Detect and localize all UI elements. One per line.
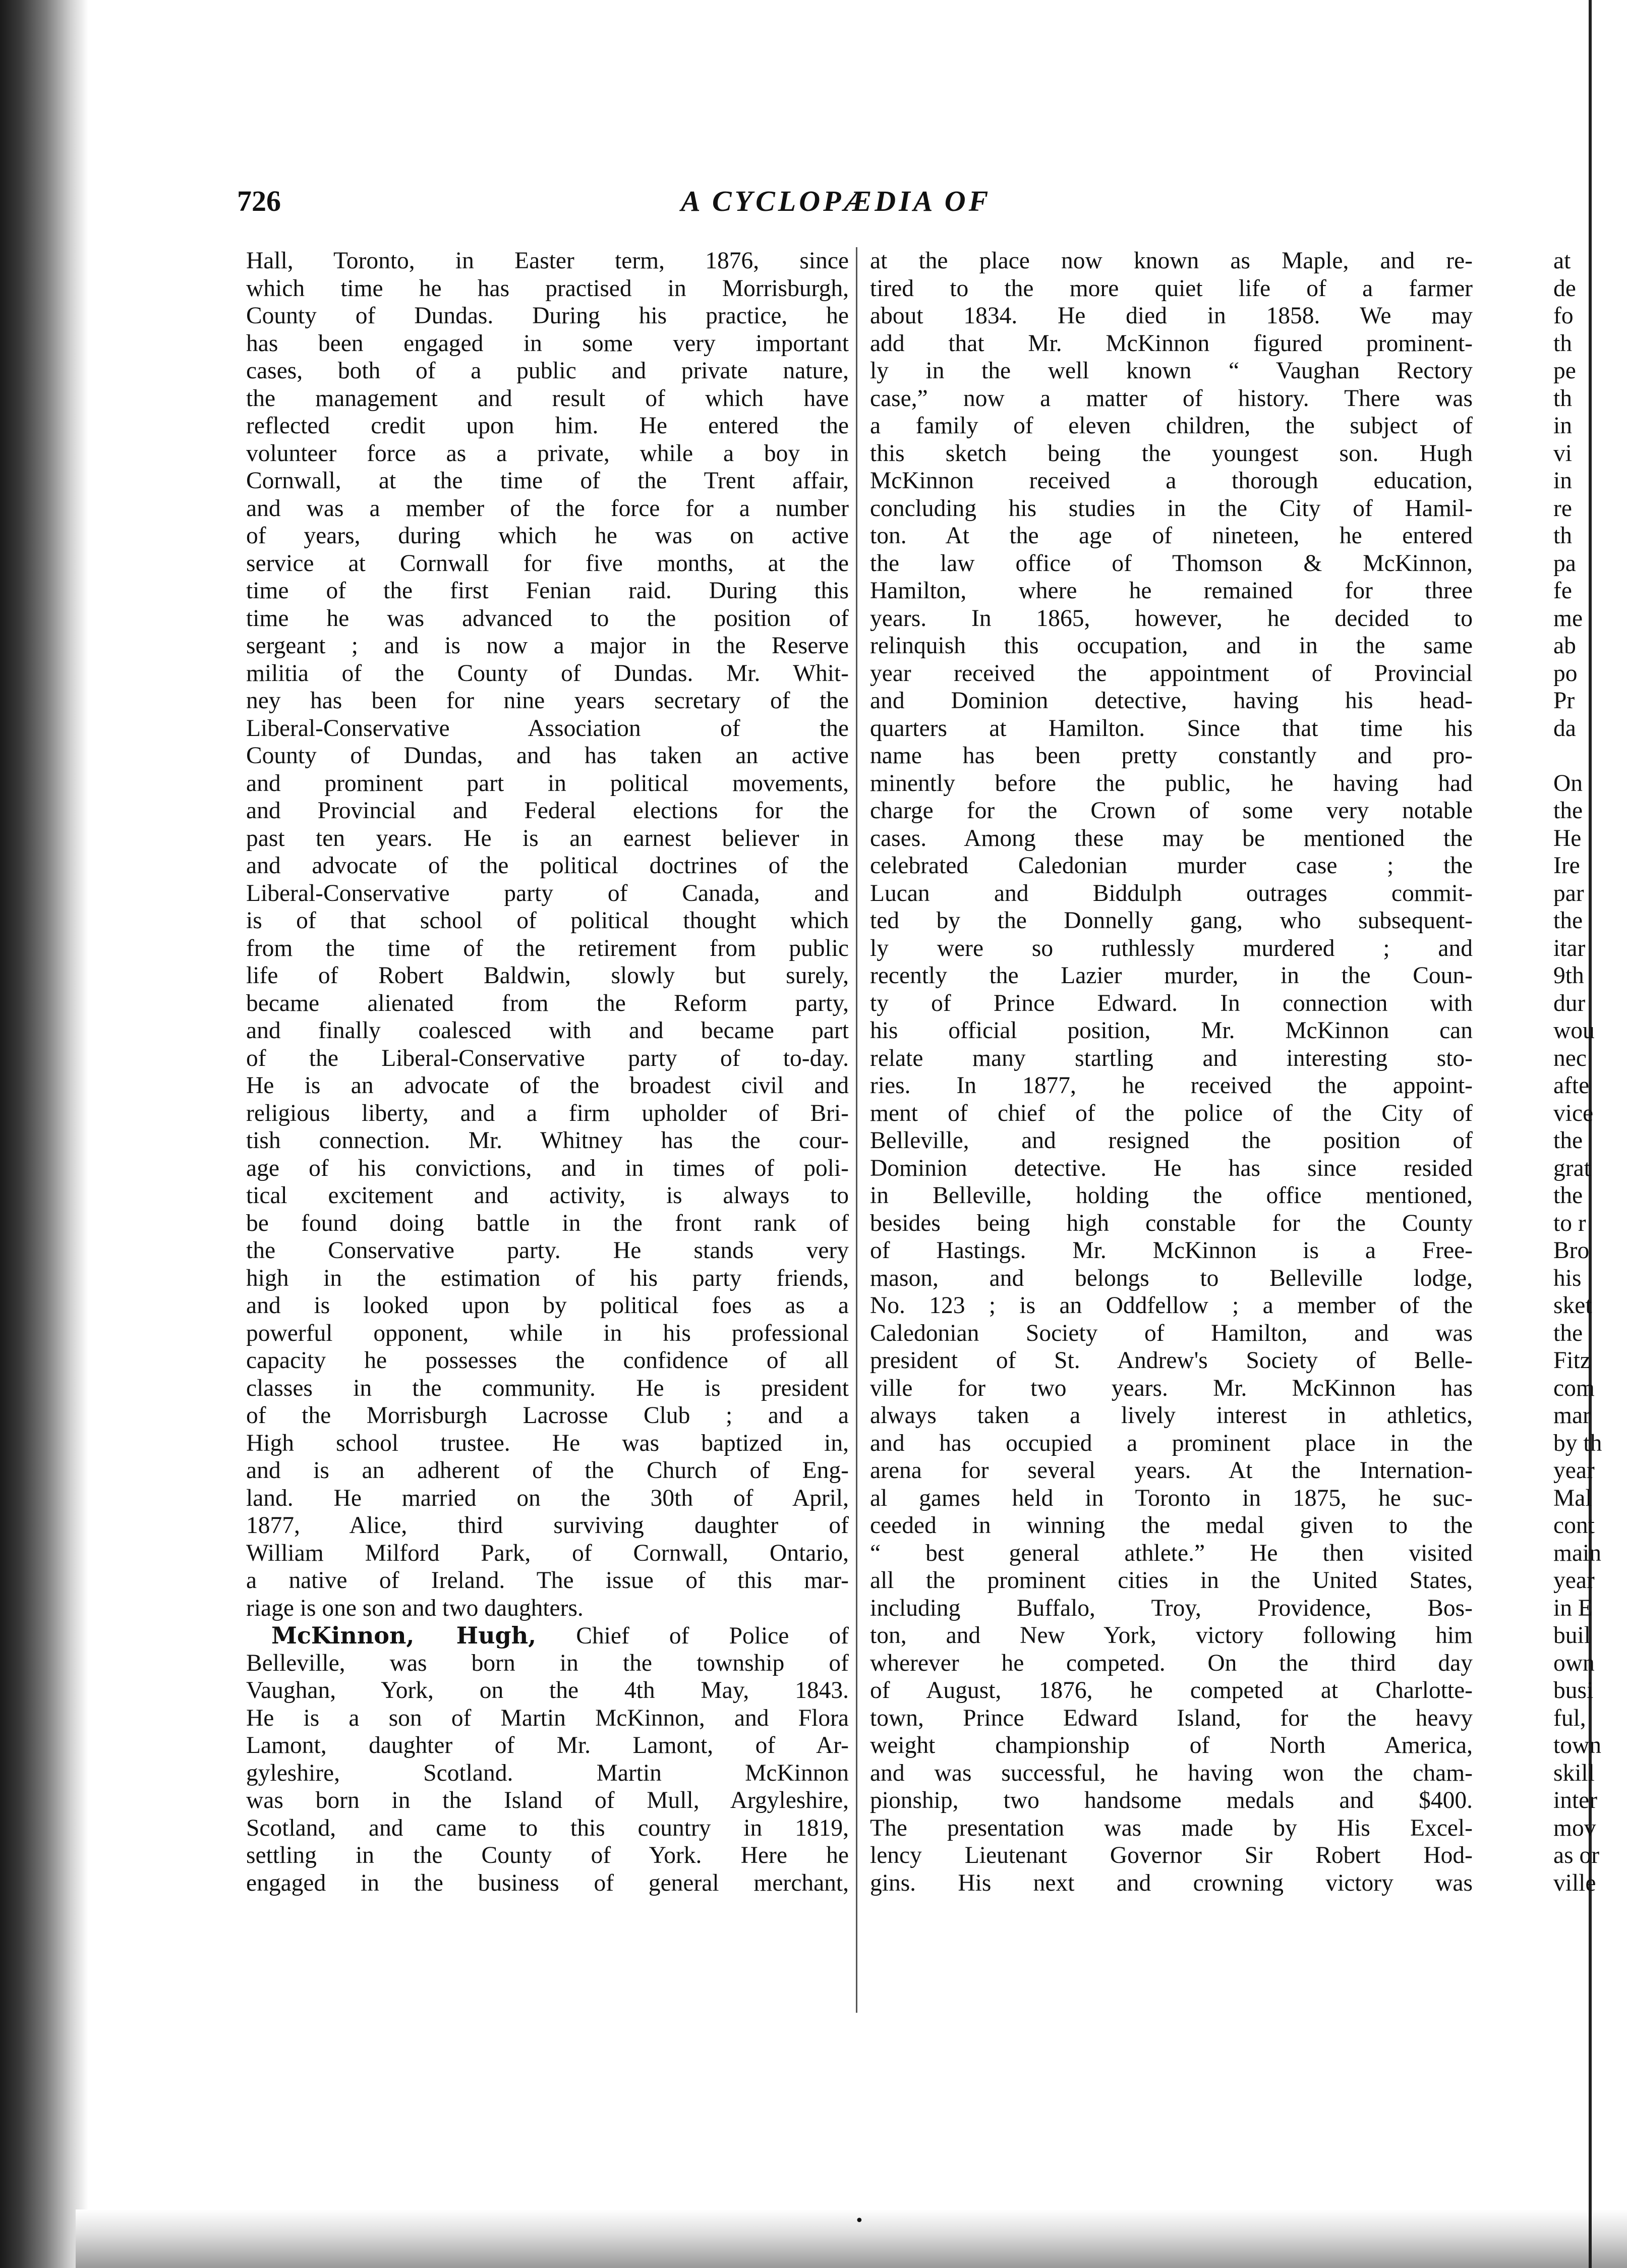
- text-line: was born in the Island of Mull, Argyleshire,: [246, 1787, 849, 1813]
- cut-text-fragment: itar: [1553, 935, 1586, 961]
- text-line: Scotland, and came to this country in 1819,: [246, 1815, 849, 1841]
- entry-heading-line: [246, 1622, 849, 1650]
- text-line: McKinnon received a thorough education,: [870, 468, 1473, 494]
- scan-bottom-shadow: [76, 2209, 1627, 2268]
- text-line: a native of Ireland. The issue of this mar-: [246, 1567, 849, 1594]
- text-line: Belleville, was born in the township of: [246, 1650, 849, 1676]
- text-line: volunteer force as a private, while a boy in: [246, 440, 849, 467]
- text-line: tish connection. Mr. Whitney has the cour-: [246, 1127, 849, 1154]
- text-line: He is a son of Martin McKinnon, and Flora: [246, 1705, 849, 1731]
- column-divider: [856, 247, 857, 2013]
- text-line: Caledonian Society of Hamilton, and was: [870, 1320, 1473, 1346]
- cut-text-fragment: dur: [1553, 990, 1586, 1016]
- text-line: the management and result of which have: [246, 385, 849, 412]
- cut-text-fragment: po: [1553, 660, 1578, 687]
- text-line: Hall, Toronto, in Easter term, 1876, since: [246, 248, 849, 274]
- text-line: town, Prince Edward Island, for the heavy: [870, 1705, 1473, 1731]
- text-line: and prominent part in political movements,: [246, 770, 849, 797]
- text-line: relate many startling and interesting sto-: [870, 1045, 1473, 1071]
- text-line: at the place now known as Maple, and re-: [870, 248, 1473, 274]
- text-line: relinquish this occupation, and in the same: [870, 633, 1473, 659]
- cut-text-fragment: [1553, 742, 1627, 770]
- cut-text-fragment: th: [1553, 523, 1572, 549]
- cut-text-fragment: buil: [1553, 1622, 1591, 1649]
- cut-text-fragment: year: [1553, 1567, 1595, 1594]
- text-line: Hamilton, where he remained for three: [870, 578, 1473, 604]
- cut-text-fragment: re: [1553, 495, 1572, 522]
- cut-text-fragment: cont: [1553, 1512, 1595, 1539]
- cut-text-fragment: Bro: [1553, 1237, 1590, 1264]
- text-line: of August, 1876, he competed at Charlotte-: [870, 1677, 1473, 1704]
- text-line: of the Morrisburgh Lacrosse Club ; and a: [246, 1402, 849, 1429]
- cut-text-fragment: wou: [1553, 1017, 1595, 1044]
- text-line: is of that school of political thought which: [246, 908, 849, 934]
- text-line: service at Cornwall for five months, at the: [246, 550, 849, 577]
- text-line: time of the first Fenian raid. During this: [246, 578, 849, 604]
- text-line: militia of the County of Dundas. Mr. Whit-: [246, 660, 849, 687]
- cut-text-fragment: th: [1553, 385, 1572, 412]
- text-line: and was a member of the force for a number: [246, 495, 849, 522]
- text-line: quarters at Hamilton. Since that time his: [870, 715, 1473, 742]
- text-line: ton, and New York, victory following him: [870, 1622, 1473, 1649]
- text-line: the Conservative party. He stands very: [246, 1237, 849, 1264]
- text-line: ries. In 1877, he received the appoint-: [870, 1072, 1473, 1099]
- running-title: A CYCLOPÆDIA OF: [681, 185, 992, 217]
- right-text-column: [870, 247, 1473, 1897]
- text-line: of the Liberal-Conservative party of to-day.: [246, 1045, 849, 1071]
- cut-text-fragment: main: [1553, 1540, 1601, 1566]
- cut-text-fragment: inter: [1553, 1787, 1598, 1813]
- text-line: gyleshire, Scotland. Martin McKinnon: [246, 1760, 849, 1786]
- text-line: became alienated from the Reform party,: [246, 990, 849, 1016]
- text-line: wherever he competed. On the third day: [870, 1650, 1473, 1676]
- cut-text-fragment: mar: [1553, 1402, 1591, 1429]
- text-line: Liberal-Conservative Association of the: [246, 715, 849, 742]
- cut-text-fragment: the: [1553, 1127, 1583, 1154]
- text-line: arena for several years. At the Internation-: [870, 1457, 1473, 1484]
- text-line: capacity he possesses the confidence of all: [246, 1347, 849, 1374]
- text-line: charge for the Crown of some very notable: [870, 798, 1473, 824]
- cut-text-fragment: the: [1553, 908, 1583, 934]
- text-line: celebrated Caledonian murder case ; the: [870, 853, 1473, 879]
- cut-text-fragment: da: [1553, 715, 1576, 742]
- text-line: No. 123 ; is an Oddfellow ; a member of the: [870, 1292, 1473, 1319]
- cut-text-fragment: the: [1553, 798, 1583, 824]
- text-line: The presentation was made by His Excel-: [870, 1815, 1473, 1841]
- text-line: name has been pretty constantly and pro-: [870, 743, 1473, 769]
- text-line: and has occupied a prominent place in the: [870, 1430, 1473, 1456]
- text-line: a family of eleven children, the subject of: [870, 413, 1473, 439]
- text-line: lency Lieutenant Governor Sir Robert Hod-: [870, 1842, 1473, 1868]
- cut-text-fragment: par: [1553, 880, 1584, 906]
- text-line: from the time of the retirement from public: [246, 935, 849, 961]
- text-line: case,” now a matter of history. There was: [870, 385, 1473, 412]
- text-line: ted by the Donnelly gang, who subsequent-: [870, 908, 1473, 934]
- page-number: 726: [237, 185, 281, 217]
- cut-text-fragment: pa: [1553, 550, 1576, 577]
- cut-text-fragment: mov: [1553, 1815, 1596, 1841]
- entry-heading: McKinnon, Hugh,: [271, 1622, 537, 1649]
- text-line: Vaughan, York, on the 4th May, 1843.: [246, 1677, 849, 1704]
- entry-heading-rest: Chief of Police of: [536, 1623, 849, 1649]
- text-line: and is looked upon by political foes as a: [246, 1292, 849, 1319]
- cut-text-fragment: Pr: [1553, 688, 1575, 714]
- cut-text-fragment: ful,: [1553, 1705, 1586, 1731]
- text-line: al games held in Toronto in 1875, he suc-: [870, 1485, 1473, 1511]
- cut-text-fragment: his: [1553, 1265, 1582, 1291]
- cut-text-fragment: afte: [1553, 1072, 1590, 1099]
- text-line: always taken a lively interest in athletics,: [870, 1402, 1473, 1429]
- cut-text-fragment: grat: [1553, 1155, 1591, 1181]
- text-line: settling in the County of York. Here he: [246, 1842, 849, 1868]
- text-line: besides being high constable for the County: [870, 1210, 1473, 1236]
- cut-text-fragment: Ire: [1553, 853, 1580, 879]
- text-line: past ten years. He is an earnest believer in: [246, 825, 849, 852]
- text-line: high in the estimation of his party friends,: [246, 1265, 849, 1291]
- text-line: ly in the well known “ Vaughan Rectory: [870, 358, 1473, 384]
- text-line: be found doing battle in the front rank of: [246, 1210, 849, 1236]
- text-line: and finally coalesced with and became part: [246, 1017, 849, 1044]
- text-line: engaged in the business of general merchant,: [246, 1869, 849, 1896]
- cut-text-fragment: at: [1553, 248, 1571, 274]
- cut-text-fragment: ville: [1553, 1869, 1596, 1896]
- text-line: and is an adherent of the Church of Eng-: [246, 1457, 849, 1484]
- cut-text-fragment: com: [1553, 1375, 1595, 1401]
- cut-text-fragment: 9th: [1553, 962, 1584, 989]
- text-line: Cornwall, at the time of the Trent affair,: [246, 468, 849, 494]
- text-line: “ best general athlete.” He then visited: [870, 1540, 1473, 1566]
- text-line: and was successful, he having won the cham-: [870, 1760, 1473, 1786]
- cut-text-fragment: fo: [1553, 303, 1574, 329]
- text-line: classes in the community. He is president: [246, 1375, 849, 1401]
- text-line: of years, during which he was on active: [246, 523, 849, 549]
- cut-text-fragment: sket: [1553, 1292, 1592, 1319]
- cut-text-fragment: On: [1553, 770, 1583, 797]
- cut-text-fragment: the: [1553, 1320, 1583, 1346]
- text-line: which time he has practised in Morrisburgh,: [246, 275, 849, 302]
- cut-text-fragment: nec: [1553, 1045, 1587, 1071]
- text-line: County of Dundas, and has taken an active: [246, 743, 849, 769]
- cut-text-fragment: in E: [1553, 1595, 1593, 1621]
- text-line: and Dominion detective, having his head-: [870, 688, 1473, 714]
- text-line: of Hastings. Mr. McKinnon is a Free-: [870, 1237, 1473, 1264]
- text-line: ty of Prince Edward. In connection with: [870, 990, 1473, 1016]
- cut-text-fragment: town: [1553, 1732, 1601, 1759]
- text-line: cases, both of a public and private nature,: [246, 358, 849, 384]
- cut-text-fragment: Mal: [1553, 1485, 1592, 1511]
- text-line: gins. His next and crowning victory was: [870, 1869, 1473, 1896]
- text-line: mason, and belongs to Belleville lodge,: [870, 1265, 1473, 1291]
- text-line: his official position, Mr. McKinnon can: [870, 1017, 1473, 1044]
- text-line: Dominion detective. He has since resided: [870, 1155, 1473, 1181]
- text-line: age of his convictions, and in times of poli-: [246, 1155, 849, 1181]
- cut-text-fragment: me: [1553, 605, 1583, 632]
- scan-edge-shadow: [0, 0, 88, 2268]
- text-line: Belleville, and resigned the position of: [870, 1127, 1473, 1154]
- cut-text-fragment: in: [1553, 468, 1572, 494]
- text-line: about 1834. He died in 1858. We may: [870, 303, 1473, 329]
- cut-text-fragment: de: [1553, 275, 1576, 302]
- text-line: reflected credit upon him. He entered the: [246, 413, 849, 439]
- text-line: ment of chief of the police of the City of: [870, 1100, 1473, 1126]
- text-line: years. In 1865, however, he decided to: [870, 605, 1473, 632]
- text-line: ceeded in winning the medal given to the: [870, 1512, 1473, 1539]
- text-line: minently before the public, he having had: [870, 770, 1473, 797]
- cut-text-fragment: vi: [1553, 440, 1572, 467]
- text-line: sergeant ; and is now a major in the Reserve: [246, 633, 849, 659]
- text-line: add that Mr. McKinnon figured prominent-: [870, 330, 1473, 357]
- text-line: and advocate of the political doctrines of the: [246, 853, 849, 879]
- text-line: religious liberty, and a firm upholder of Bri-: [246, 1100, 849, 1126]
- cut-text-fragment: skill: [1553, 1760, 1595, 1786]
- footer-mark: •: [855, 2212, 864, 2230]
- cut-text-fragment: own: [1553, 1650, 1595, 1676]
- cut-text-fragment: pe: [1553, 358, 1576, 384]
- cut-text-fragment: by th: [1553, 1430, 1602, 1456]
- text-line: pionship, two handsome medals and $400.: [870, 1787, 1473, 1813]
- text-line: in Belleville, holding the office mentioned,: [870, 1182, 1473, 1209]
- text-line: ville for two years. Mr. McKinnon has: [870, 1375, 1473, 1401]
- text-line: powerful opponent, while in his professional: [246, 1320, 849, 1346]
- text-line: riage is one son and two daughters.: [246, 1595, 584, 1621]
- text-line: William Milford Park, of Cornwall, Ontario,: [246, 1540, 849, 1566]
- text-line: ton. At the age of nineteen, he entered: [870, 523, 1473, 549]
- text-line: this sketch being the youngest son. Hugh: [870, 440, 1473, 467]
- text-line: ly were so ruthlessly murdered ; and: [870, 935, 1473, 961]
- text-line: Liberal-Conservative party of Canada, and: [246, 880, 849, 906]
- cut-text-fragment: in: [1553, 413, 1572, 439]
- cut-text-fragment: th: [1553, 330, 1572, 357]
- text-line: Lamont, daughter of Mr. Lamont, of Ar-: [246, 1732, 849, 1759]
- text-line: 1877, Alice, third surviving daughter of: [246, 1512, 849, 1539]
- text-line: time he was advanced to the position of: [246, 605, 849, 632]
- text-line: County of Dundas. During his practice, he: [246, 303, 849, 329]
- adjacent-page-column-fragment: [1553, 247, 1627, 1897]
- cut-text-fragment: the: [1553, 1182, 1583, 1209]
- text-line: Lucan and Biddulph outrages commit-: [870, 880, 1473, 906]
- text-line: He is an advocate of the broadest civil and: [246, 1072, 849, 1099]
- text-line: recently the Lazier murder, in the Coun-: [870, 962, 1473, 989]
- cut-text-fragment: He: [1553, 825, 1582, 852]
- text-line: has been engaged in some very important: [246, 330, 849, 357]
- left-text-column: [246, 247, 849, 1897]
- page-header: [237, 184, 1447, 235]
- text-line: life of Robert Baldwin, slowly but surely,: [246, 962, 849, 989]
- text-line: and Provincial and Federal elections for the: [246, 798, 849, 824]
- text-line: all the prominent cities in the United States,: [870, 1567, 1473, 1594]
- text-line: year received the appointment of Provincial: [870, 660, 1473, 687]
- cut-text-fragment: to r: [1553, 1210, 1586, 1236]
- text-line: the law office of Thomson & McKinnon,: [870, 550, 1473, 577]
- text-line: ney has been for nine years secretary of the: [246, 688, 849, 714]
- cut-text-fragment: year: [1553, 1457, 1595, 1484]
- cut-text-fragment: as or: [1553, 1842, 1600, 1868]
- cut-text-fragment: Fitz: [1553, 1347, 1591, 1374]
- cut-text-fragment: vice: [1553, 1100, 1594, 1126]
- cut-text-fragment: ab: [1553, 633, 1576, 659]
- text-line: including Buffalo, Troy, Providence, Bos-: [870, 1595, 1473, 1621]
- cut-text-fragment: fe: [1553, 578, 1572, 604]
- text-line: land. He married on the 30th of April,: [246, 1485, 849, 1511]
- text-line: president of St. Andrew's Society of Belle-: [870, 1347, 1473, 1374]
- text-line: tired to the more quiet life of a farmer: [870, 275, 1473, 302]
- text-line: High school trustee. He was baptized in,: [246, 1430, 849, 1456]
- text-line: weight championship of North America,: [870, 1732, 1473, 1759]
- text-line: concluding his studies in the City of Hamil-: [870, 495, 1473, 522]
- text-line: tical excitement and activity, is always to: [246, 1182, 849, 1209]
- text-line: cases. Among these may be mentioned the: [870, 825, 1473, 852]
- cut-text-fragment: busi: [1553, 1677, 1594, 1704]
